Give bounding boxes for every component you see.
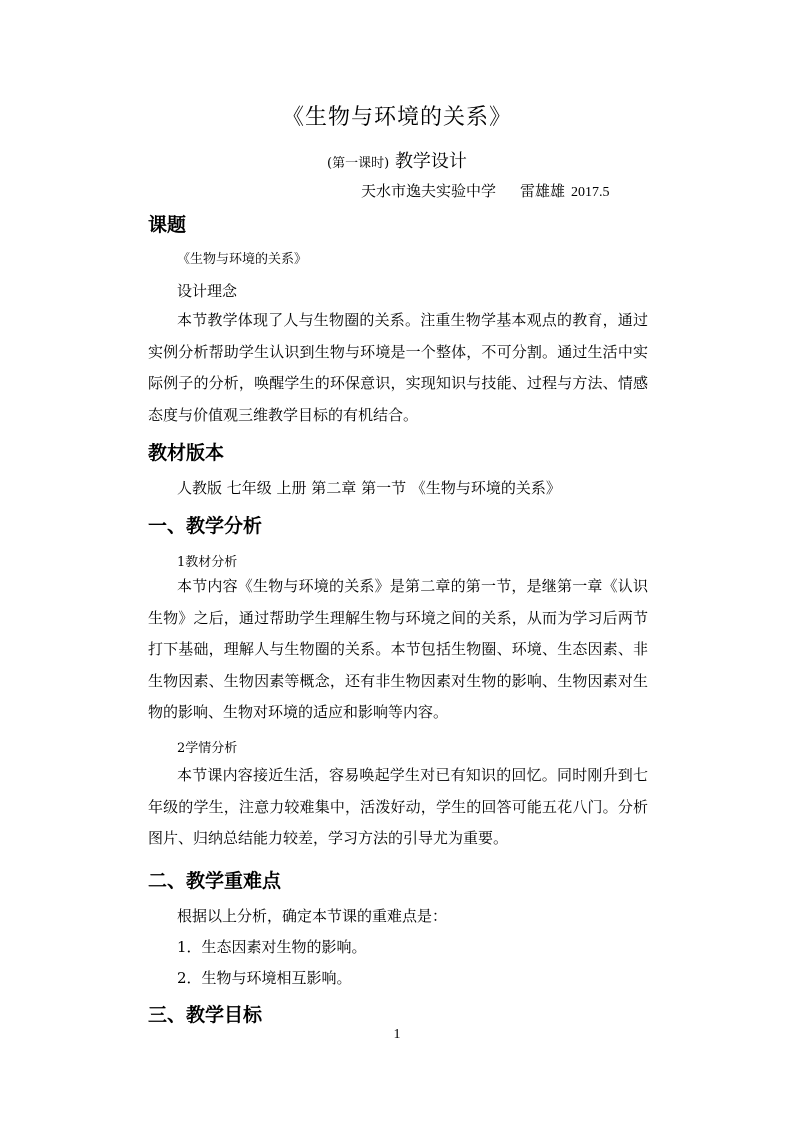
page-number: 1	[393, 1027, 401, 1042]
subtitle-prefix: (第一课时)	[327, 156, 390, 171]
material-heading: 1教材分析	[177, 555, 238, 570]
subtitle-main: 教学设计	[394, 151, 467, 172]
edition-text: 人教版 七年级 上册 第二章 第一节 《生物与环境的关系》	[177, 479, 561, 497]
author-line	[361, 180, 610, 201]
key-point-1: 1．生态因素对生物的影响。	[177, 938, 367, 956]
edition-heading: 教材版本	[148, 442, 225, 464]
key-point-2: 2．生物与环境相互影响。	[177, 969, 352, 987]
material-paragraph: 本节内容《生物与环境的关系》是第二章的第一节，是继第一章《认识生物》之后，通过帮助学生理解生物与环境之间的关系，从而为学习后两节打下基础，理解人与生物圈的关系。本节包括生物圈、环境、生态因素、非生物因素、生物因素等概念，还有非生物因素对生物的影响、生物因素对生物的影响、生物对环境的适应和影响等内容。	[148, 577, 648, 721]
document-subtitle	[0, 147, 794, 173]
goals-heading: 三、教学目标	[148, 1004, 263, 1026]
author-school: 天水市逸夫实验中学	[361, 182, 497, 200]
key-points-intro: 根据以上分析，确定本节课的重难点是：	[177, 907, 448, 925]
concept-heading: 设计理念	[177, 282, 238, 300]
key-points-heading: 二、教学重难点	[148, 870, 282, 892]
concept-paragraph: 本节教学体现了人与生物圈的关系。注重生物学基本观点的教育，通过实例分析帮助学生认识到生物与环境是一个整体，不可分割。通过生活中实际例子的分析，唤醒学生的环保意识，实现知识与技能、过程与方法、情感态度与价值观三维教学目标的有机结合。	[148, 311, 648, 424]
document-title: 《生物与环境的关系》	[281, 105, 512, 130]
student-heading: 2学情分析	[177, 741, 238, 756]
author-name: 雷雄雄	[520, 182, 566, 200]
analysis-heading: 一、教学分析	[148, 515, 263, 537]
topic-title: 《生物与环境的关系》	[177, 252, 308, 267]
topic-heading: 课题	[148, 214, 187, 236]
author-date: 2017.5	[571, 185, 610, 200]
student-paragraph: 本节课内容接近生活，容易唤起学生对已有知识的回忆。同时刚升到七年级的学生，注意力较难集中，活泼好动，学生的回答可能五花八门。分析图片、归纳总结能力较差，学习方法的引导尤为重要。	[148, 766, 648, 847]
